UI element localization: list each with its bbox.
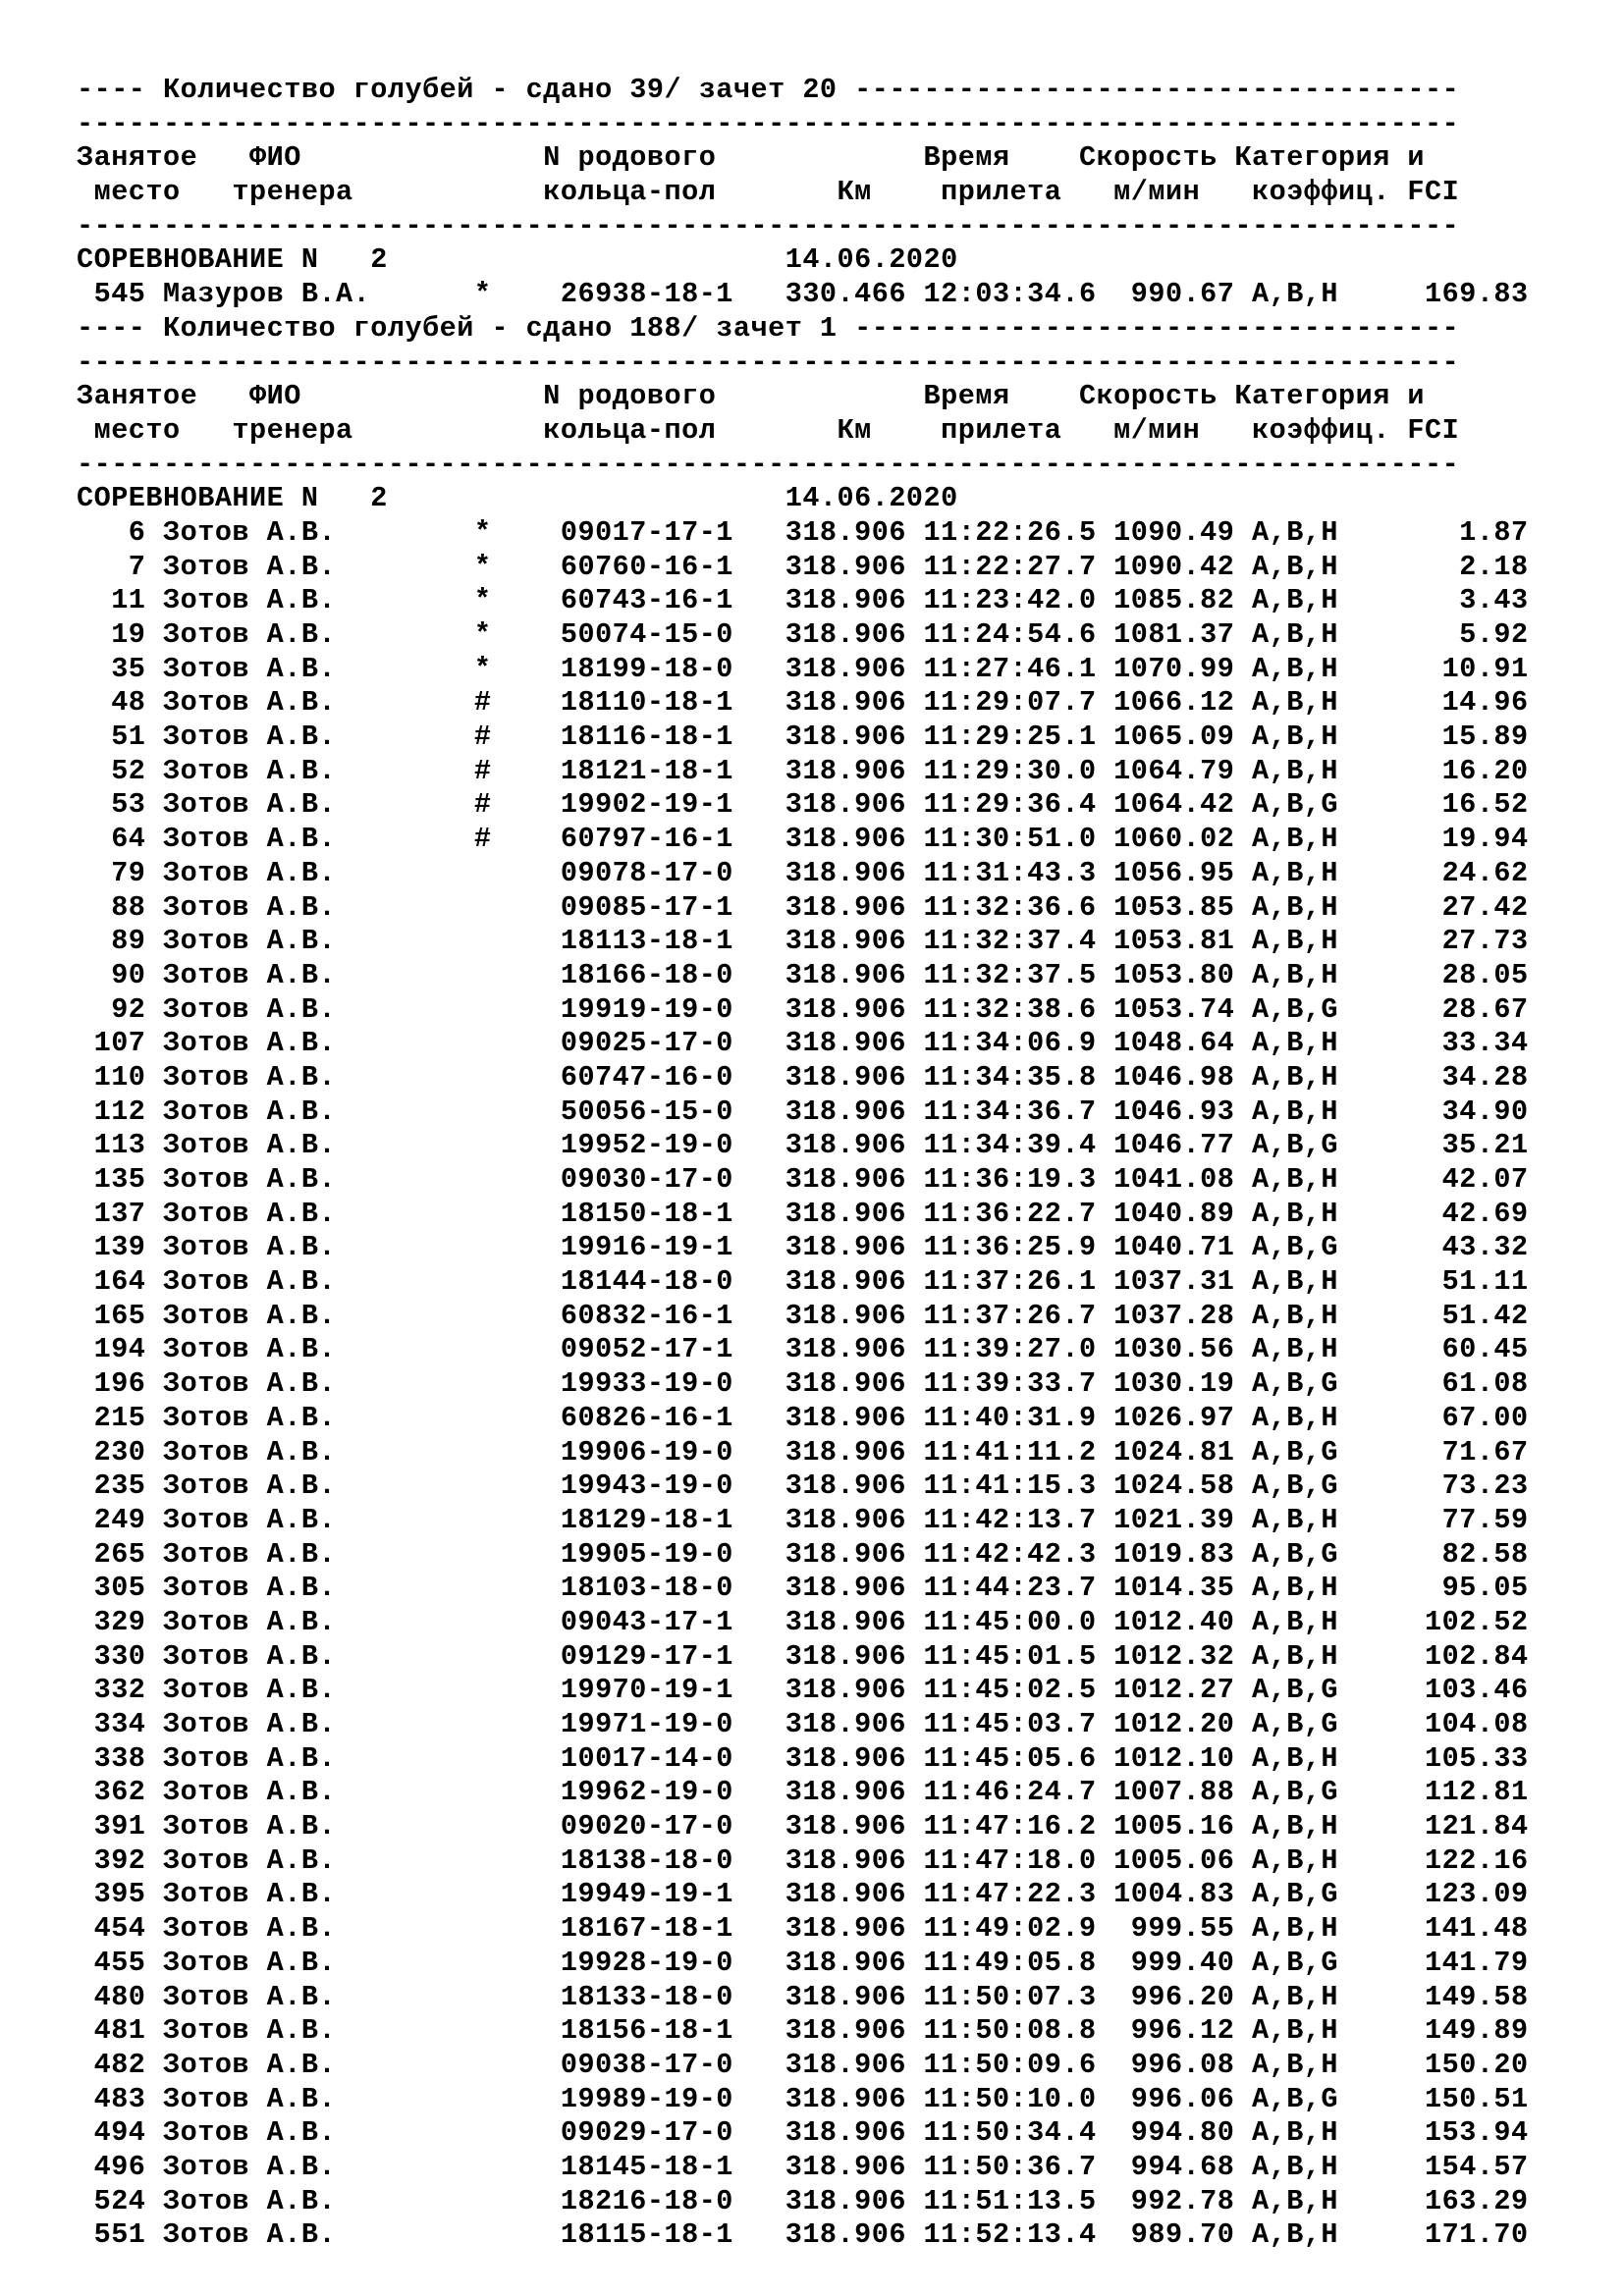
result-row: 551 Зотов А.В. 18115-18-1 318.906 11:52:13.4 989.70 A,B,H 171.70 bbox=[77, 2218, 1529, 2252]
result-row: 89 Зотов А.В. 18113-18-1 318.906 11:32:37.4 1053.81 A,B,H 27.73 bbox=[77, 925, 1529, 958]
result-row: 249 Зотов А.В. 18129-18-1 318.906 11:42:13.7 1021.39 A,B,H 77.59 bbox=[77, 1503, 1529, 1536]
result-row: 494 Зотов А.В. 09029-17-0 318.906 11:50:34.4 994.80 A,B,H 153.94 bbox=[77, 2116, 1529, 2150]
column-header-line: место тренера кольца-пол Км прилета м/мин коэффиц. FCI bbox=[77, 413, 1460, 447]
result-row: 92 Зотов А.В. 19919-19-0 318.906 11:32:38.6 1053.74 A,B,G 28.67 bbox=[77, 992, 1529, 1026]
separator-line: -------------------------------------------------------------------------------- bbox=[77, 448, 1460, 481]
result-row: 392 Зотов А.В. 18138-18-0 318.906 11:47:18.0 1005.06 A,B,H 122.16 bbox=[77, 1843, 1529, 1877]
competition-line: СОРЕВНОВАНИЕ N 2 14.06.2020 bbox=[77, 243, 958, 277]
result-row: 19 Зотов А.В. * 50074-15-0 318.906 11:24:54.6 1081.37 A,B,H 5.92 bbox=[77, 618, 1529, 651]
result-row: 235 Зотов А.В. 19943-19-0 318.906 11:41:15.3 1024.58 A,B,G 73.23 bbox=[77, 1469, 1529, 1503]
result-row: 545 Мазуров В.А. * 26938-18-1 330.466 12:03:34.6 990.67 A,B,H 169.83 bbox=[77, 278, 1529, 311]
result-row: 480 Зотов А.В. 18133-18-0 318.906 11:50:07.3 996.20 A,B,H 149.58 bbox=[77, 1980, 1529, 2013]
separator-line: -------------------------------------------------------------------------------- bbox=[77, 107, 1460, 140]
result-row: 305 Зотов А.В. 18103-18-0 318.906 11:44:23.7 1014.35 A,B,H 95.05 bbox=[77, 1572, 1529, 1605]
result-row: 265 Зотов А.В. 19905-19-0 318.906 11:42:42.3 1019.83 A,B,G 82.58 bbox=[77, 1537, 1529, 1571]
result-row: 332 Зотов А.В. 19970-19-1 318.906 11:45:02.5 1012.27 A,B,G 103.46 bbox=[77, 1674, 1529, 1707]
result-row: 330 Зотов А.В. 09129-17-1 318.906 11:45:01.5 1012.32 A,B,H 102.84 bbox=[77, 1639, 1529, 1673]
result-row: 51 Зотов А.В. # 18116-18-1 318.906 11:29:25.1 1065.09 A,B,H 15.89 bbox=[77, 721, 1529, 754]
result-row: 7 Зотов А.В. * 60760-16-1 318.906 11:22:27.7 1090.42 A,B,H 2.18 bbox=[77, 550, 1529, 583]
result-row: 53 Зотов А.В. # 19902-19-1 318.906 11:29:36.4 1064.42 A,B,G 16.52 bbox=[77, 788, 1529, 822]
results-document bbox=[77, 74, 1529, 2253]
result-row: 329 Зотов А.В. 09043-17-1 318.906 11:45:00.0 1012.40 A,B,H 102.52 bbox=[77, 1605, 1529, 1638]
result-row: 48 Зотов А.В. # 18110-18-1 318.906 11:29:07.7 1066.12 A,B,H 14.96 bbox=[77, 686, 1529, 720]
result-row: 79 Зотов А.В. 09078-17-0 318.906 11:31:43.3 1056.95 A,B,H 24.62 bbox=[77, 856, 1529, 889]
separator-line: -------------------------------------------------------------------------------- bbox=[77, 209, 1460, 242]
result-row: 6 Зотов А.В. * 09017-17-1 318.906 11:22:26.5 1090.49 A,B,H 1.87 bbox=[77, 515, 1529, 549]
result-row: 137 Зотов А.В. 18150-18-1 318.906 11:36:22.7 1040.89 A,B,H 42.69 bbox=[77, 1197, 1529, 1230]
result-row: 215 Зотов А.В. 60826-16-1 318.906 11:40:31.9 1026.97 A,B,H 67.00 bbox=[77, 1401, 1529, 1434]
column-header-line: Занятое ФИО N родового Время Скорость Категория и bbox=[77, 380, 1426, 413]
result-row: 35 Зотов А.В. * 18199-18-0 318.906 11:27:46.1 1070.99 A,B,H 10.91 bbox=[77, 652, 1529, 685]
section-summary-line: ---- Количество голубей - сдано 39/ зачет 20 ----------------------------------- bbox=[77, 74, 1460, 106]
result-row: 482 Зотов А.В. 09038-17-0 318.906 11:50:09.6 996.08 A,B,H 150.20 bbox=[77, 2048, 1529, 2081]
result-row: 230 Зотов А.В. 19906-19-0 318.906 11:41:11.2 1024.81 A,B,G 71.67 bbox=[77, 1435, 1529, 1468]
result-row: 194 Зотов А.В. 09052-17-1 318.906 11:39:27.0 1030.56 A,B,H 60.45 bbox=[77, 1333, 1529, 1366]
result-row: 362 Зотов А.В. 19962-19-0 318.906 11:46:24.7 1007.88 A,B,G 112.81 bbox=[77, 1776, 1529, 1809]
result-row: 107 Зотов А.В. 09025-17-0 318.906 11:34:06.9 1048.64 A,B,H 33.34 bbox=[77, 1027, 1529, 1060]
result-row: 196 Зотов А.В. 19933-19-0 318.906 11:39:33.7 1030.19 A,B,G 61.08 bbox=[77, 1367, 1529, 1401]
separator-line: -------------------------------------------------------------------------------- bbox=[77, 346, 1460, 379]
result-row: 11 Зотов А.В. * 60743-16-1 318.906 11:23:42.0 1085.82 A,B,H 3.43 bbox=[77, 584, 1529, 617]
result-row: 90 Зотов А.В. 18166-18-0 318.906 11:32:37.5 1053.80 A,B,H 28.05 bbox=[77, 958, 1529, 991]
result-row: 496 Зотов А.В. 18145-18-1 318.906 11:50:36.7 994.68 A,B,H 154.57 bbox=[77, 2150, 1529, 2183]
result-row: 164 Зотов А.В. 18144-18-0 318.906 11:37:26.1 1037.31 A,B,H 51.11 bbox=[77, 1265, 1529, 1299]
result-row: 112 Зотов А.В. 50056-15-0 318.906 11:34:36.7 1046.93 A,B,H 34.90 bbox=[77, 1095, 1529, 1128]
result-row: 64 Зотов А.В. # 60797-16-1 318.906 11:30:51.0 1060.02 A,B,H 19.94 bbox=[77, 823, 1529, 856]
result-row: 52 Зотов А.В. # 18121-18-1 318.906 11:29:30.0 1064.79 A,B,H 16.20 bbox=[77, 754, 1529, 787]
result-row: 524 Зотов А.В. 18216-18-0 318.906 11:51:13.5 992.78 A,B,H 163.29 bbox=[77, 2184, 1529, 2217]
result-row: 483 Зотов А.В. 19989-19-0 318.906 11:50:10.0 996.06 A,B,G 150.51 bbox=[77, 2082, 1529, 2115]
result-row: 113 Зотов А.В. 19952-19-0 318.906 11:34:39.4 1046.77 A,B,G 35.21 bbox=[77, 1129, 1529, 1162]
result-row: 139 Зотов А.В. 19916-19-1 318.906 11:36:25.9 1040.71 A,B,G 43.32 bbox=[77, 1231, 1529, 1264]
result-row: 391 Зотов А.В. 09020-17-0 318.906 11:47:16.2 1005.16 A,B,H 121.84 bbox=[77, 1810, 1529, 1843]
result-row: 395 Зотов А.В. 19949-19-1 318.906 11:47:22.3 1004.83 A,B,G 123.09 bbox=[77, 1878, 1529, 1911]
result-row: 135 Зотов А.В. 09030-17-0 318.906 11:36:19.3 1041.08 A,B,H 42.07 bbox=[77, 1163, 1529, 1196]
column-header-line: место тренера кольца-пол Км прилета м/мин коэффиц. FCI bbox=[77, 176, 1460, 209]
result-row: 455 Зотов А.В. 19928-19-0 318.906 11:49:05.8 999.40 A,B,G 141.79 bbox=[77, 1946, 1529, 1979]
result-row: 334 Зотов А.В. 19971-19-0 318.906 11:45:03.7 1012.20 A,B,G 104.08 bbox=[77, 1708, 1529, 1740]
result-row: 110 Зотов А.В. 60747-16-0 318.906 11:34:35.8 1046.98 A,B,H 34.28 bbox=[77, 1060, 1529, 1094]
competition-line: СОРЕВНОВАНИЕ N 2 14.06.2020 bbox=[77, 482, 958, 515]
result-row: 338 Зотов А.В. 10017-14-0 318.906 11:45:05.6 1012.10 A,B,H 105.33 bbox=[77, 1741, 1529, 1775]
section-summary-line: ---- Количество голубей - сдано 188/ зачет 1 ----------------------------------- bbox=[77, 311, 1460, 345]
result-row: 88 Зотов А.В. 09085-17-1 318.906 11:32:36.6 1053.85 A,B,H 27.42 bbox=[77, 890, 1529, 924]
column-header-line: Занятое ФИО N родового Время Скорость Категория и bbox=[77, 141, 1426, 175]
result-row: 165 Зотов А.В. 60832-16-1 318.906 11:37:26.7 1037.28 A,B,H 51.42 bbox=[77, 1299, 1529, 1332]
result-row: 454 Зотов А.В. 18167-18-1 318.906 11:49:02.9 999.55 A,B,H 141.48 bbox=[77, 1912, 1529, 1946]
result-row: 481 Зотов А.В. 18156-18-1 318.906 11:50:08.8 996.12 A,B,H 149.89 bbox=[77, 2014, 1529, 2048]
